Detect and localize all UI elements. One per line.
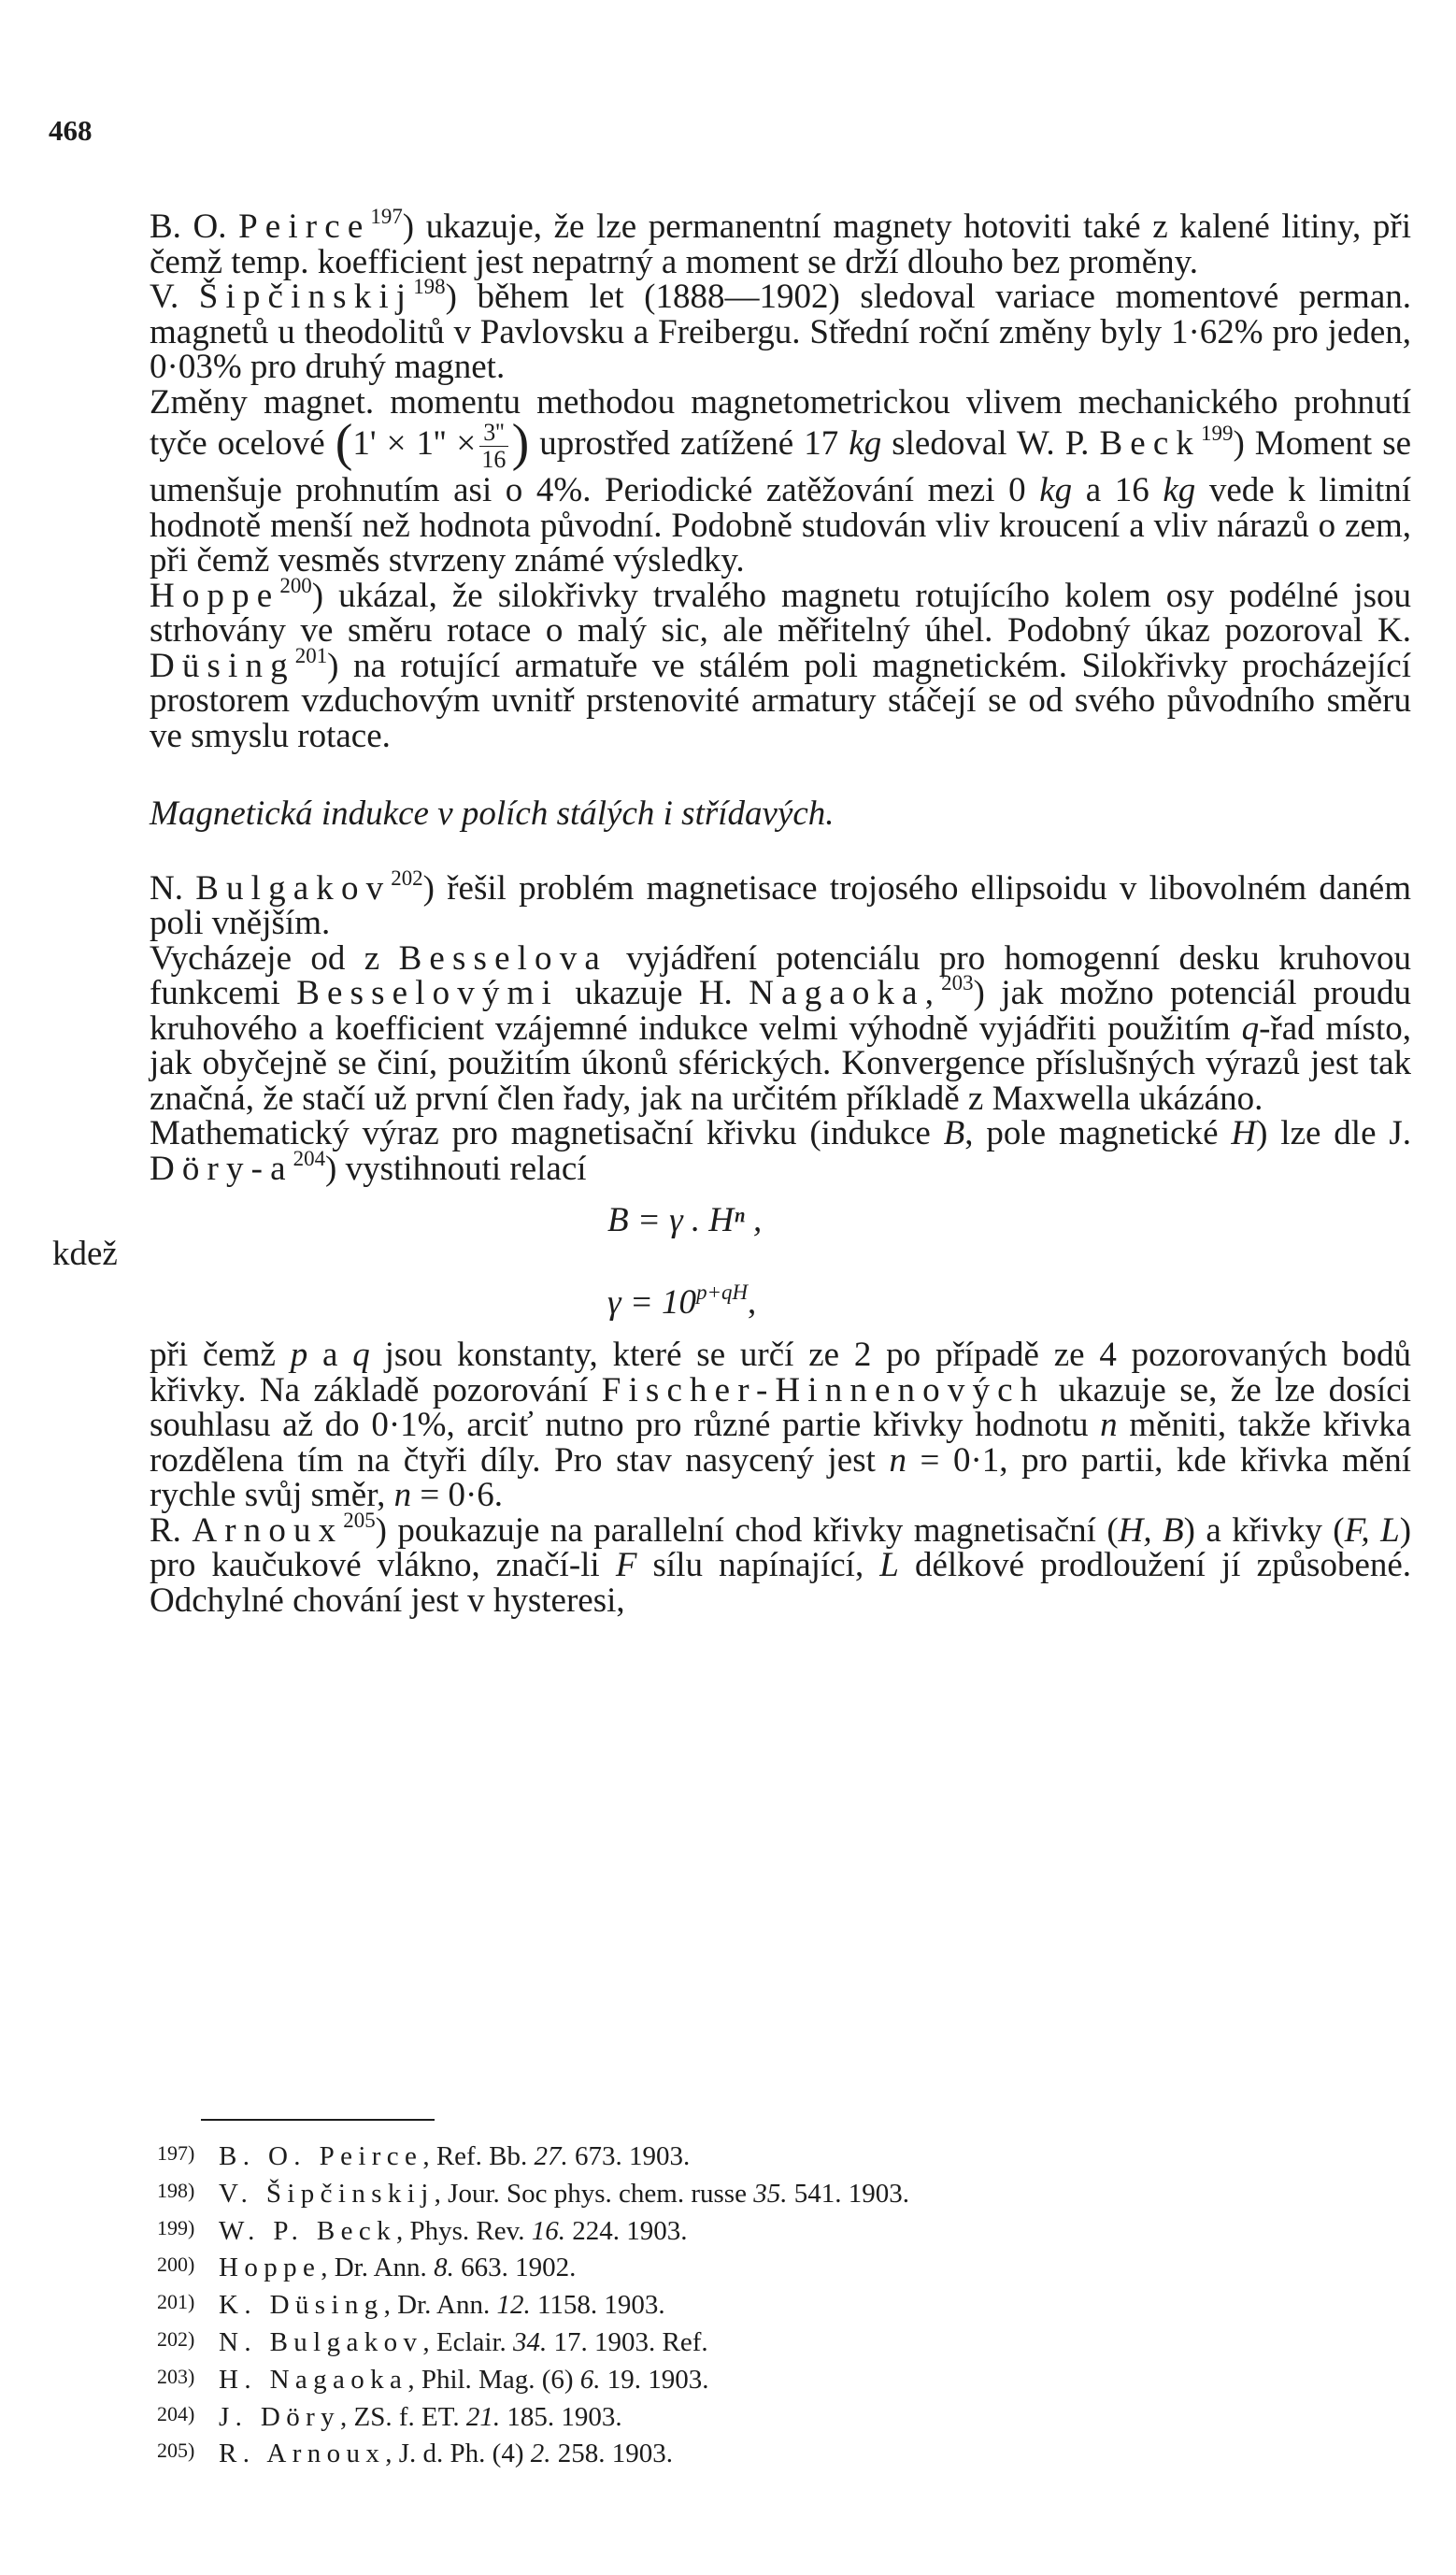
footnote-divider bbox=[201, 2119, 435, 2121]
symbol-L: L bbox=[879, 1546, 899, 1584]
unit-kg: kg bbox=[1039, 471, 1073, 509]
equation-1 bbox=[150, 1186, 1411, 1261]
fraction-numerator: 3'' bbox=[479, 420, 507, 447]
equation-text: B = γ . Hⁿ , bbox=[607, 1201, 763, 1239]
text-span: a bbox=[322, 1336, 338, 1374]
footnote-source: , Phil. Mag. (6) bbox=[407, 2364, 574, 2395]
symbol-q: q bbox=[1241, 1009, 1260, 1048]
footnote-pages: 663. 1902. bbox=[461, 2253, 577, 2283]
author-name: Hoppe bbox=[150, 576, 280, 615]
text-span: ) ukázal, že silokřivky trvalého magnetu rotujícího kolem osy podélné jsou strhovány ve směru rotace o malý sic, ale měřitelný úhel. Podobný úkaz pozoroval K. bbox=[150, 576, 1411, 650]
fraction bbox=[479, 420, 507, 473]
footnote bbox=[157, 2434, 1278, 2471]
footnote-volume: 16. bbox=[531, 2215, 566, 2246]
footnotes bbox=[157, 2137, 1278, 2471]
footnote-number: 198) bbox=[157, 2178, 195, 2202]
footnote-ref[interactable]: 204 bbox=[293, 1146, 326, 1170]
text-span: vede k limitní hodnotě menší než hodnota původní. Podobně studován vliv kroucení a vliv nárazů o zem, při čemž vesměs stvrzeny známé výsledky. bbox=[150, 471, 1412, 579]
footnote-ref[interactable]: 201 bbox=[294, 643, 328, 667]
left-paren: ( bbox=[335, 413, 353, 472]
footnote bbox=[157, 2174, 1278, 2211]
footnote-number: 204) bbox=[157, 2401, 195, 2425]
footnote-author: Hoppe bbox=[219, 2253, 321, 2283]
footnote-author: N. Bulgakov bbox=[219, 2326, 423, 2357]
footnote-source: , ZS. f. ET. bbox=[340, 2401, 460, 2432]
footnote bbox=[157, 2137, 1278, 2174]
author-name: Besselovými bbox=[296, 974, 559, 1012]
footnote-volume: 2. bbox=[530, 2439, 551, 2469]
footnote-ref[interactable]: 200 bbox=[279, 573, 312, 597]
author-name: Šipčinskij bbox=[198, 278, 414, 316]
text-span: ) lze dle J. bbox=[1256, 1114, 1412, 1152]
equation-comma: , bbox=[748, 1283, 757, 1322]
footnote-source: , Dr. Ann. bbox=[321, 2253, 427, 2283]
text-span: při čemž bbox=[150, 1336, 276, 1374]
equation-2 bbox=[52, 1235, 1411, 1338]
text-span: B. O. bbox=[150, 207, 227, 246]
right-paren: ) bbox=[511, 413, 530, 472]
label-kdez: kdež bbox=[52, 1235, 118, 1273]
paragraph-bulgakov bbox=[150, 865, 1411, 942]
symbol-HB: H, B bbox=[1118, 1510, 1184, 1550]
footnote-author: K. Düsing bbox=[219, 2290, 384, 2321]
text-span: = 0·1, pro partii, kde křivka mění rychle svůj směr, bbox=[150, 1440, 1412, 1514]
symbol-H: H bbox=[1231, 1114, 1257, 1152]
author-name: Nagaoka, bbox=[749, 974, 942, 1012]
formula-dimensions: 1' × 1'' × bbox=[352, 423, 477, 463]
symbol-FL: F, L bbox=[1344, 1510, 1400, 1550]
footnote-pages: 541. 1903. bbox=[793, 2178, 909, 2209]
author-name: Beck bbox=[1099, 423, 1202, 463]
text-span: ) poukazuje na parallelní chod křivky magnetisační ( bbox=[375, 1510, 1119, 1550]
paragraph-fischer bbox=[150, 1338, 1411, 1513]
footnote-volume: 34. bbox=[513, 2326, 548, 2357]
footnote-number: 200) bbox=[157, 2253, 195, 2277]
section-heading: Magnetická indukce v polích stálých i střídavých. bbox=[150, 794, 835, 833]
text-span: sílu napínající, bbox=[652, 1546, 864, 1584]
author-name: Besselova bbox=[398, 938, 607, 978]
author-name: Peirce bbox=[238, 207, 371, 246]
text-span: Vycházeje od z bbox=[150, 938, 380, 978]
footnote-source: , Eclair. bbox=[422, 2326, 507, 2357]
paragraph-hoppe bbox=[150, 573, 1411, 755]
symbol-n: n bbox=[393, 1476, 412, 1514]
author-name: Bulgakov bbox=[195, 868, 392, 908]
footnote-volume: 6. bbox=[579, 2364, 601, 2395]
paragraph-peirce bbox=[150, 205, 1412, 281]
text-span: vyjádření potenciálu pro homogenní desku kruhovou funkcemi bbox=[150, 938, 1412, 1012]
footnote-number: 201) bbox=[157, 2290, 195, 2314]
footnote-volume: 8. bbox=[434, 2253, 454, 2283]
text-span: ) a křivky ( bbox=[1183, 1510, 1345, 1550]
footnote-ref[interactable]: 205 bbox=[343, 1508, 376, 1532]
text-span: ) Moment se umenšuje prohnutím asi o 4%. Periodické zatěžování mezi 0 bbox=[150, 423, 1412, 509]
text-span: N. bbox=[150, 868, 183, 908]
footnote-number: 199) bbox=[157, 2215, 195, 2239]
footnote-number: 205) bbox=[157, 2439, 195, 2463]
footnote-author: R. Arnoux bbox=[219, 2439, 386, 2469]
main-text bbox=[52, 205, 1412, 1620]
paragraph-arnoux bbox=[150, 1508, 1412, 1620]
text-span: ) pro kaučukové vlákno, značí-li bbox=[150, 1510, 1412, 1584]
footnote bbox=[157, 2211, 1278, 2249]
footnote-volume: 35. bbox=[753, 2178, 788, 2209]
footnote-ref[interactable]: 197 bbox=[370, 205, 403, 229]
paragraph-dory bbox=[150, 1116, 1411, 1186]
paragraph-beck bbox=[150, 382, 1412, 579]
footnote-volume: 12. bbox=[496, 2290, 531, 2321]
footnote-ref[interactable]: 203 bbox=[941, 971, 974, 995]
footnote-number: 197) bbox=[157, 2141, 195, 2165]
text-span: ukazuje se, že lze dosíci souhlasu až do 0·1%, arciť nutno pro různé partie křivky hodnotu bbox=[150, 1370, 1412, 1444]
text-span: V. bbox=[150, 278, 179, 316]
text-span: -řad místo, jak obyčejně se činí, použitím úkonů sférických. Konvergence příslušných výrazů jest tak značná, že stačí už první člen řady, jak na určitém příkladě z Maxwella ukázáno. bbox=[150, 1009, 1411, 1118]
symbol-p: p bbox=[290, 1336, 308, 1374]
text-span: jsou konstanty, které se určí ze 2 po případě ze 4 pozorovaných bodů křivky. Na základě pozorování bbox=[150, 1336, 1412, 1409]
text-span: R. bbox=[150, 1510, 181, 1550]
footnote-source: , Ref. Bb. bbox=[422, 2141, 528, 2171]
text-span: ukazuje H. bbox=[575, 974, 733, 1012]
author-name: Arnoux bbox=[192, 1510, 344, 1550]
text-span: sledoval W. P. bbox=[892, 423, 1090, 463]
footnote-author: W. P. Beck bbox=[219, 2215, 397, 2246]
footnote bbox=[157, 2285, 1278, 2323]
footnote bbox=[157, 2323, 1278, 2360]
author-name: Düsing bbox=[150, 646, 295, 685]
footnote-number: 202) bbox=[157, 2326, 195, 2351]
footnote-volume: 21. bbox=[465, 2401, 501, 2432]
footnote bbox=[157, 2397, 1278, 2435]
footnote-source: , J. d. Ph. (4) bbox=[385, 2439, 524, 2469]
footnote-pages: 673. 1903. bbox=[575, 2141, 691, 2171]
symbol-n: n bbox=[889, 1440, 906, 1480]
text-span: ) vystihnouti relací bbox=[325, 1149, 587, 1188]
text-span: ) jak možno potenciál proudu kruhového a koefficient vzájemné indukce velmi výhodně vyjádřiti použitím bbox=[150, 974, 1411, 1048]
footnote-pages: 19. 1903. bbox=[607, 2364, 709, 2395]
text-span: , pole magnetické bbox=[964, 1114, 1219, 1152]
paragraph-nagaoka bbox=[150, 938, 1412, 1118]
footnote-pages: 17. 1903. Ref. bbox=[553, 2326, 708, 2357]
text-span: Mathematický výraz pro magnetisační křivku (indukce bbox=[150, 1114, 931, 1152]
symbol-B: B bbox=[943, 1114, 965, 1152]
footnote-source: , Phys. Rev. bbox=[396, 2215, 525, 2246]
text-span: a 16 bbox=[1085, 471, 1149, 509]
equation-text bbox=[607, 1280, 757, 1322]
footnote-pages: 258. 1903. bbox=[557, 2439, 673, 2469]
page-number: 468 bbox=[49, 114, 93, 147]
text-span: délkové prodloužení jí způsobené. Odchylné chování jest v hysteresi, bbox=[150, 1546, 1412, 1620]
footnote-author: V. Šipčinskij bbox=[219, 2178, 435, 2209]
footnote-ref[interactable]: 198 bbox=[413, 275, 446, 299]
text-span: = 0·6. bbox=[420, 1476, 504, 1514]
text-span: ) řešil problém magnetisace trojosého ellipsoidu v libovolném daném poli vnějším. bbox=[150, 868, 1411, 942]
footnote-pages: 185. 1903. bbox=[507, 2401, 622, 2432]
footnote-source: , Jour. Soc phys. chem. russe bbox=[434, 2178, 747, 2209]
text-span: uprostřed zatížené 17 bbox=[539, 423, 839, 463]
symbol-F: F bbox=[615, 1546, 637, 1584]
author-name: Fischer-Hinnenových bbox=[601, 1370, 1046, 1409]
symbol-q: q bbox=[352, 1336, 370, 1374]
text-span: Změny magnet. momentu methodou magnetometrickou vlivem mechanického prohnutí tyče ocelové bbox=[150, 382, 1411, 463]
footnote-ref[interactable]: 199 bbox=[1201, 422, 1234, 446]
footnote-source: , Dr. Ann. bbox=[383, 2290, 491, 2321]
footnote-volume: 27. bbox=[534, 2141, 568, 2171]
footnote-author: H. Nagaoka bbox=[219, 2364, 408, 2395]
equation-exponent: p+qH bbox=[696, 1280, 749, 1305]
text-span: ) během let (1888—1902) sledoval variace momentové perman. magnetů u theodolitů v Pavlovsku a Freibergu. Střední roční změny byly 1·62% pro jeden, 0·03% pro druhý magnet. bbox=[150, 278, 1412, 386]
author-name: Döry-a bbox=[150, 1149, 293, 1188]
footnote bbox=[157, 2248, 1278, 2285]
footnote-pages: 1158. 1903. bbox=[537, 2290, 665, 2321]
fraction-denominator: 16 bbox=[481, 446, 507, 473]
paragraph-sipcinskij bbox=[150, 275, 1412, 386]
footnote bbox=[157, 2360, 1278, 2397]
unit-kg: kg bbox=[849, 423, 882, 463]
unit-kg: kg bbox=[1163, 471, 1196, 509]
footnote-pages: 224. 1903. bbox=[572, 2215, 688, 2246]
footnote-ref[interactable]: 202 bbox=[391, 865, 423, 890]
text-span: měniti, takže křivka rozdělena tím na čtyři díly. Pro stav nasycený jest bbox=[150, 1406, 1412, 1480]
text-span: ) ukazuje, že lze permanentní magnety hotoviti také z kalené litiny, při čemž temp. koefficient jest nepatrný a moment se drží dlouho bez proměny. bbox=[150, 207, 1412, 281]
equation-base: γ = 10 bbox=[607, 1283, 697, 1322]
footnote-author: J. Döry bbox=[219, 2401, 341, 2432]
symbol-n: n bbox=[1100, 1406, 1118, 1444]
footnote-author: B. O. Peirce bbox=[219, 2141, 423, 2171]
footnote-number: 203) bbox=[157, 2364, 195, 2388]
text-span: ) na rotující armatuře ve stálém poli magnetickém. Silokřivky procházející prostorem vzduchovým uvnitř prstenovité armatury stáčejí se od svého původního směru ve smyslu rotace. bbox=[150, 646, 1411, 755]
